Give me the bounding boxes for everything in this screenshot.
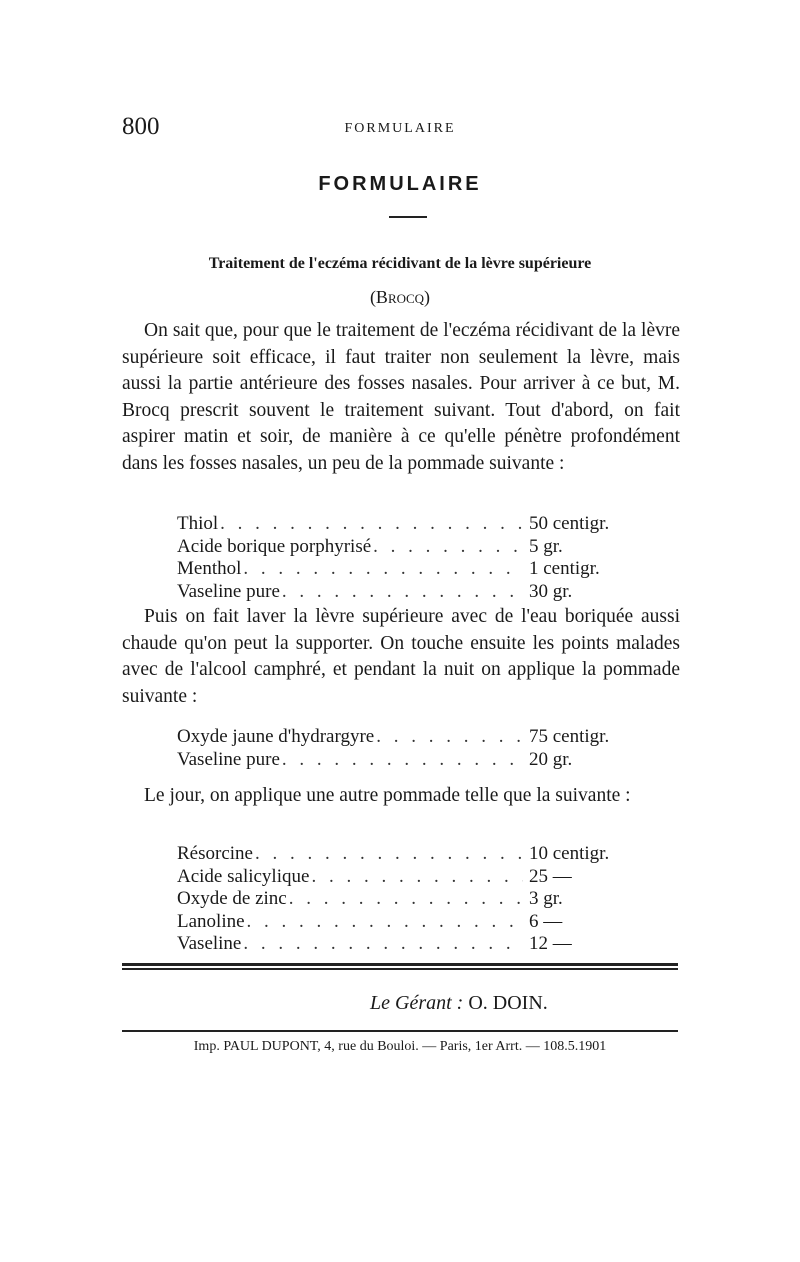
leader-dots — [311, 866, 523, 889]
ingredient-qty: 1 centigr. — [529, 558, 600, 579]
ingredient-name: Vaseline pure — [177, 580, 280, 602]
ingredient-name: Thiol — [177, 513, 219, 534]
recipe-line — [177, 726, 647, 749]
leader-dots — [373, 536, 523, 559]
recipe-line — [177, 749, 647, 772]
page-number: 800 — [122, 113, 160, 140]
leader-dots — [289, 888, 523, 911]
imprint-rule — [122, 1030, 678, 1032]
recipe-line — [177, 558, 647, 581]
leader-dots — [220, 513, 523, 536]
ingredient-qty: 3 gr. — [529, 888, 563, 909]
gerant-role: Le Gérant : — [370, 992, 464, 1014]
gerant-signature — [370, 992, 548, 1015]
ingredient-qty: 10 centigr. — [529, 843, 610, 864]
leader-dots — [255, 843, 523, 866]
double-rule-bottom — [122, 968, 678, 970]
recipe-line — [177, 911, 647, 934]
paragraph-night: Puis on fait laver la lèvre supérieure avec de l'eau boriquée aussi chaude qu'on peut la supporter. On touche ensuite les points malades avec de l'alcool camphré, et pendant la nuit on applique la pommade suivante : — [122, 606, 680, 707]
recipe-line — [177, 513, 647, 536]
ingredient-name: Oxyde jaune d'hydrargyre — [177, 726, 375, 747]
title-rule — [389, 216, 427, 218]
ingredient-name: Acide salicylique — [177, 865, 310, 887]
recipe-line — [177, 581, 647, 604]
leader-dots — [243, 933, 523, 956]
ingredient-name: Oxyde de zinc — [177, 888, 287, 909]
ingredient-qty: 30 gr. — [529, 580, 573, 602]
recipe-line — [177, 536, 647, 559]
leader-dots — [376, 726, 523, 749]
ingredient-name: Lanoline — [177, 910, 245, 932]
section-title: FORMULAIRE — [318, 173, 482, 195]
ingredient-qty: 25 — — [529, 865, 572, 887]
ingredient-qty: 20 gr. — [529, 748, 573, 770]
gerant-name: O. DOIN. — [468, 992, 548, 1014]
leader-dots — [282, 749, 523, 772]
paragraph-day: Le jour, on applique une autre pommade telle que la suivante : — [144, 785, 631, 806]
recipe-line — [177, 843, 647, 866]
recipe-list-1 — [177, 513, 647, 603]
ingredient-qty: 75 centigr. — [529, 726, 610, 747]
ingredient-qty: 6 — — [529, 910, 563, 932]
double-rule-top — [122, 963, 678, 966]
recipe-list-3 — [177, 843, 647, 956]
printer-imprint: Imp. PAUL DUPONT, 4, rue du Bouloi. — Paris, 1er Arrt. — 108.5.1901 — [193, 1039, 607, 1054]
article-author: (Brocq) — [369, 287, 431, 307]
recipe-line — [177, 933, 647, 956]
ingredient-name: Menthol — [177, 558, 242, 579]
recipe-list-2 — [177, 726, 647, 771]
paragraph-intro: On sait que, pour que le traitement de l'eczéma récidivant de la lèvre supérieure soit efficace, il faut traiter non seulement la lèvre, mais aussi la partie antérieure des fosses nasales. Pour arriver à ce but, M. Brocq prescrit souvent le traitement suivant. Tout d'abord, on fait aspirer matin et soir, de manière à ce qu'elle pénètre profondément dans les fosses nasales, un peu de la pommade suivante : — [122, 320, 680, 474]
leader-dots — [243, 558, 523, 581]
leader-dots — [282, 581, 523, 604]
ingredient-name: Vaseline — [177, 933, 242, 954]
ingredient-qty: 50 centigr. — [529, 513, 610, 534]
recipe-line — [177, 888, 647, 911]
recipe-line — [177, 866, 647, 889]
ingredient-name: Vaseline pure — [177, 748, 280, 770]
leader-dots — [247, 911, 523, 934]
ingredient-qty: 12 — — [529, 933, 572, 954]
running-head: FORMULAIRE — [344, 121, 456, 136]
article-subtitle: Traitement de l'eczéma récidivant de la lèvre supérieure — [208, 255, 592, 272]
ingredient-name: Résorcine — [177, 843, 253, 864]
ingredient-name: Acide borique porphyrisé — [177, 535, 372, 557]
ingredient-qty: 5 gr. — [529, 535, 563, 557]
